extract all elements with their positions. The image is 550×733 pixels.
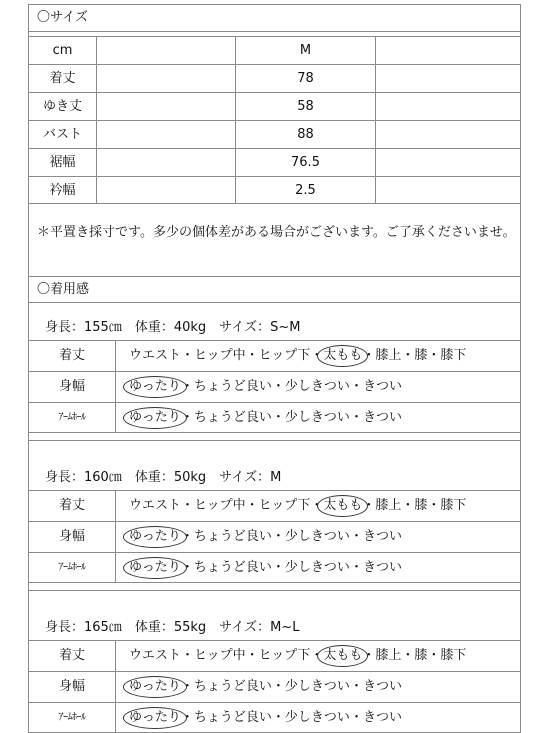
fit-options: ゆったり・ちょうど良い・少しきつい・きつい — [129, 672, 402, 702]
fit-row-length — [29, 640, 520, 671]
size-row-value: 88 — [297, 127, 314, 142]
fit-option: 少しきつい — [284, 560, 350, 575]
fit-row-label: 身幅 — [58, 379, 85, 394]
measure-note: ＊平置き採寸です。多少の個体差がある場合がございます。ご了承くださいませ。 — [37, 225, 516, 240]
size-row-value: 58 — [297, 99, 314, 114]
size-header-blank — [97, 37, 235, 64]
size-row-value: 76.5 — [291, 155, 320, 170]
fit-option: 少しきつい — [284, 529, 350, 544]
size-header-row — [29, 36, 520, 64]
fit-option-selected: 太もも — [323, 491, 362, 521]
fit-row-label: 着丈 — [58, 498, 85, 513]
fit-option: 膝 — [414, 348, 428, 363]
fit-option-selected: 太もも — [323, 341, 362, 371]
size-header-unit: cm — [52, 43, 73, 58]
fit-options: ウエスト・ヒップ中・ヒップ下・太もも・膝上・膝・膝下 — [129, 641, 466, 671]
size-row-label: バスト — [42, 127, 82, 142]
fit-option: 膝下 — [440, 498, 467, 513]
fit-options: ゆったり・ちょうど良い・少しきつい・きつい — [129, 553, 402, 582]
fit-options: ゆったり・ちょうど良い・少しきつい・きつい — [129, 522, 402, 552]
fit-option: 膝上 — [375, 348, 402, 363]
fit-option: きつい — [362, 679, 402, 694]
fit-row-width — [29, 371, 520, 402]
fit-option: ちょうど良い — [193, 560, 272, 575]
fit-option-selected: 太もも — [323, 641, 362, 671]
fit-options: ゆったり・ちょうど良い・少しきつい・きつい — [129, 703, 402, 732]
fit-option: きつい — [362, 410, 402, 425]
fit-option: ちょうど良い — [193, 410, 272, 425]
fit-option-selected: ゆったり — [129, 703, 181, 733]
model-body-info: 身長：155㎝ 体重：40kg サイズ：S~M — [45, 320, 301, 335]
size-row-label: ゆき丈 — [42, 99, 82, 114]
size-row-value: 78 — [297, 71, 314, 86]
fit-row-length — [29, 340, 520, 371]
fit-row-armhole — [29, 702, 520, 733]
fit-row-armhole — [29, 402, 520, 433]
size-row — [29, 92, 520, 120]
fit-option: きつい — [362, 560, 402, 575]
size-row-value: 2.5 — [295, 183, 316, 198]
fit-option: ウエスト — [129, 648, 182, 663]
fit-option: ヒップ中 — [194, 648, 246, 663]
size-row-label: 裾幅 — [49, 155, 76, 170]
fit-option-selected: ゆったり — [129, 372, 181, 402]
fit-option: きつい — [362, 710, 402, 725]
fit-option: ヒップ下 — [258, 648, 311, 663]
fit-option: ヒップ中 — [194, 348, 246, 363]
fit-option: 膝下 — [440, 348, 467, 363]
fit-option: 膝 — [414, 498, 428, 513]
fit-section-title: 〇着用感 — [29, 276, 520, 303]
fit-row-armhole — [29, 552, 520, 583]
fit-options: ゆったり・ちょうど良い・少しきつい・きつい — [129, 403, 402, 432]
fit-row-label: 着丈 — [58, 348, 85, 363]
size-row-label: 衿幅 — [49, 183, 76, 198]
fit-option: ちょうど良い — [193, 529, 272, 544]
fit-option: 膝上 — [375, 648, 402, 663]
fit-option: ウエスト — [129, 498, 182, 513]
fit-row-label: 着丈 — [58, 648, 85, 663]
fit-option: きつい — [362, 379, 402, 394]
fit-option-selected: ゆったり — [129, 672, 181, 702]
fit-option: 少しきつい — [284, 410, 350, 425]
fit-options: ウエスト・ヒップ中・ヒップ下・太もも・膝上・膝・膝下 — [129, 491, 466, 521]
fit-row-width — [29, 671, 520, 702]
size-section-title: 〇サイズ — [29, 5, 520, 32]
fit-option: 膝上 — [375, 498, 402, 513]
model-body-info: 身長：160㎝ 体重：50kg サイズ：M — [45, 470, 282, 485]
fit-option: 少しきつい — [284, 710, 350, 725]
fit-option-selected: ゆったり — [129, 553, 181, 583]
fit-option: 膝下 — [440, 648, 467, 663]
fit-option-selected: ゆったり — [129, 522, 181, 552]
model-body-info: 身長：165㎝ 体重：55kg サイズ：M~L — [45, 620, 300, 635]
fit-options: ウエスト・ヒップ中・ヒップ下・太もも・膝上・膝・膝下 — [129, 341, 466, 371]
fit-row-length — [29, 490, 520, 521]
fit-row-label: ｱｰﾑﾎｰﾙ — [58, 562, 86, 573]
size-row — [29, 176, 520, 204]
fit-option: 少しきつい — [284, 379, 350, 394]
size-row — [29, 148, 520, 176]
size-row — [29, 120, 520, 148]
fit-row-label: 身幅 — [58, 529, 85, 544]
size-header-blank-2 — [376, 37, 520, 64]
fit-option: ヒップ中 — [194, 498, 246, 513]
fit-option: 膝 — [414, 648, 428, 663]
fit-option-selected: ゆったり — [129, 403, 181, 433]
spec-sheet — [28, 4, 521, 733]
fit-option: ウエスト — [129, 348, 182, 363]
fit-row-label: ｱｰﾑﾎｰﾙ — [58, 412, 86, 423]
fit-option: ちょうど良い — [193, 379, 272, 394]
fit-row-label: 身幅 — [58, 679, 85, 694]
fit-options: ゆったり・ちょうど良い・少しきつい・きつい — [129, 372, 402, 402]
fit-option: きつい — [362, 529, 402, 544]
fit-option: ちょうど良い — [193, 710, 272, 725]
fit-row-label: ｱｰﾑﾎｰﾙ — [58, 712, 86, 723]
fit-option: ちょうど良い — [193, 679, 272, 694]
size-header-m: M — [299, 43, 312, 58]
fit-option: ヒップ下 — [258, 348, 311, 363]
size-row — [29, 64, 520, 92]
fit-option: 少しきつい — [284, 679, 350, 694]
size-row-label: 着丈 — [49, 71, 76, 86]
fit-row-width — [29, 521, 520, 552]
fit-option: ヒップ下 — [258, 498, 311, 513]
